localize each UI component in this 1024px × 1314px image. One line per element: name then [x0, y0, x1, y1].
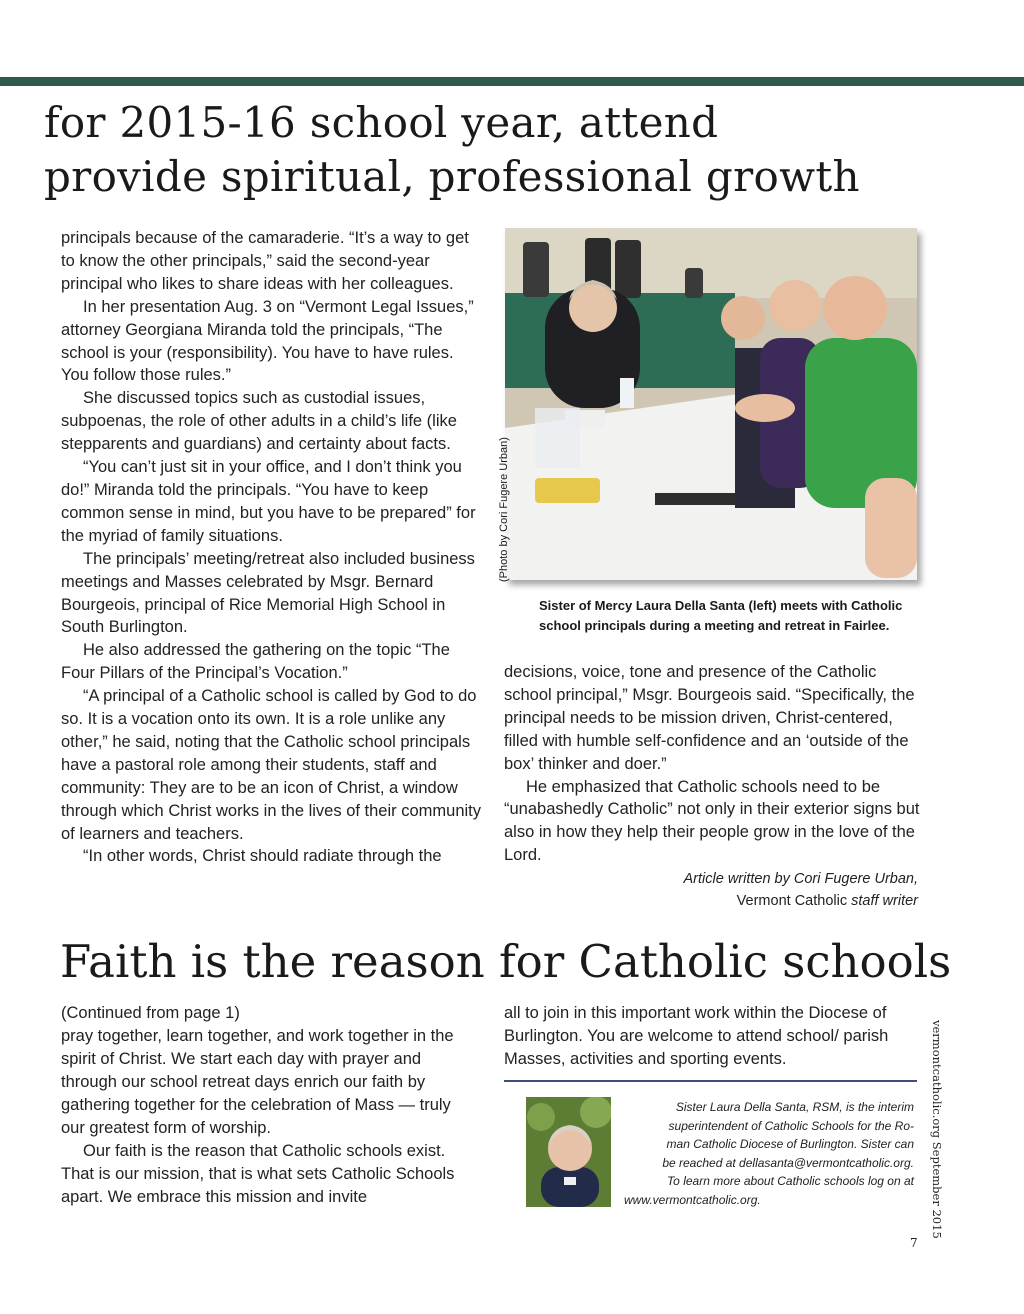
headline-line-2: provide spiritual, professional growth	[44, 152, 860, 201]
bio-line: www.vermontcatholic.org.	[624, 1192, 761, 1207]
paragraph: all to join in this important work within the Diocese of Burlington. You are welcome to attend school/ parish Masses, activities and sporting events.	[504, 1004, 889, 1068]
byline-line-1: Article written by Cori Fugere Urban,	[683, 871, 918, 887]
bio-line: Sister Laura Della Santa, RSM, is the interim	[675, 1100, 914, 1114]
paragraph: He also addressed the gathering on the topic “The Four Pillars of the Principal’s Vocation.”	[61, 641, 450, 683]
byline-role: staff writer	[851, 892, 918, 909]
meeting-photo	[505, 228, 917, 580]
top-rule	[0, 77, 1024, 86]
article2-headline: Faith is the reason for Catholic schools	[60, 935, 952, 988]
byline-line-2	[600, 891, 918, 913]
article1-column-2	[504, 661, 924, 867]
author-bio	[624, 1098, 914, 1209]
bio-divider	[504, 1080, 917, 1082]
article-headline	[44, 96, 944, 204]
photo-caption: Sister of Mercy Laura Della Santa (left) meets with Catholic school principals during a meeting and retreat in Fairlee.	[539, 598, 903, 633]
bio-line: superintendent of Catholic Schools for the Ro-	[668, 1118, 914, 1133]
paragraph: She discussed topics such as custodial issues, subpoenas, the role of other adults in a child’s life (like stepparents and guardians) and certainty about facts.	[61, 389, 457, 454]
photo-credit: (Photo by Cori Fugere Urban)	[498, 437, 510, 582]
headline-line-1: for 2015-16 school year, attend	[44, 98, 719, 147]
bio-line: To learn more about Catholic schools log on at	[666, 1174, 914, 1188]
article2-column-2	[504, 1002, 916, 1071]
paragraph: He emphasized that Catholic schools need to be “unabashedly Catholic” not only in their exterior signs but also in how they help their people grow in the love of the Lord.	[504, 777, 920, 865]
byline-publication: Vermont Catholic	[736, 892, 852, 909]
paragraph: In her presentation Aug. 3 on “Vermont Legal Issues,” attorney Georgiana Miranda told the principals, “The school is your (responsibility). You have to have rules. You follow those rules.”	[61, 297, 474, 385]
paragraph: “In other words, Christ should radiate through the	[83, 847, 442, 866]
byline	[600, 869, 918, 912]
paragraph: principals because of the camaraderie. “It’s a way to get to know the other principals,” said the second-year principal who likes to share ideas with her colleagues.	[61, 229, 469, 293]
paragraph: The principals’ meeting/retreat also included business meetings and Masses celebrated by Msgr. Bernard Bourgeois, principal of Rice Memorial High School in South Burlington.	[61, 549, 475, 637]
page-number: 7	[910, 1236, 918, 1250]
side-credit: vermontcatholic.org September 2015	[930, 1020, 944, 1239]
author-portrait	[526, 1097, 611, 1207]
paragraph: “A principal of a Catholic school is called by God to do so. It is a vocation onto its own. It is a role unlike any other,” he said, noting that the Catholic school principals have a pastoral role among their students, staff and community: They are to be an icon of Christ, a window through which Christ works in the lives of their community of learners and teachers.	[61, 687, 481, 843]
bio-line: man Catholic Diocese of Burlington. Sister can	[666, 1137, 914, 1151]
paragraph: decisions, voice, tone and presence of the Catholic school principal,” Msgr. Bourgeois said. “Specifically, the principal needs to be mission driven, Christ-centered, filled with humble self-confidence and an ‘outside of the box’ thinker and doer.”	[504, 663, 915, 773]
article1-column-1	[61, 227, 481, 868]
article2-column-1	[61, 1002, 466, 1209]
paragraph: “You can’t just sit in your office, and I don’t think you do!” Miranda told the principals. “You have to keep common sense in mind, but you have to be prepared” for the myriad of family situations.	[61, 458, 476, 545]
paragraph: (Continued from page 1)	[61, 1004, 240, 1022]
bio-line: be reached at dellasanta@vermontcatholic.org.	[662, 1155, 914, 1170]
paragraph: pray together, learn together, and work together in the spirit of Christ. We start each day with prayer and through our school retreat days enrich our faith by gathering together for the celebration of Mass — truly our greatest form of worship.	[61, 1027, 454, 1137]
paragraph: Our faith is the reason that Catholic schools exist. That is our mission, that is what sets Catholic Schools apart. We embrace this mission and invite	[61, 1142, 455, 1206]
